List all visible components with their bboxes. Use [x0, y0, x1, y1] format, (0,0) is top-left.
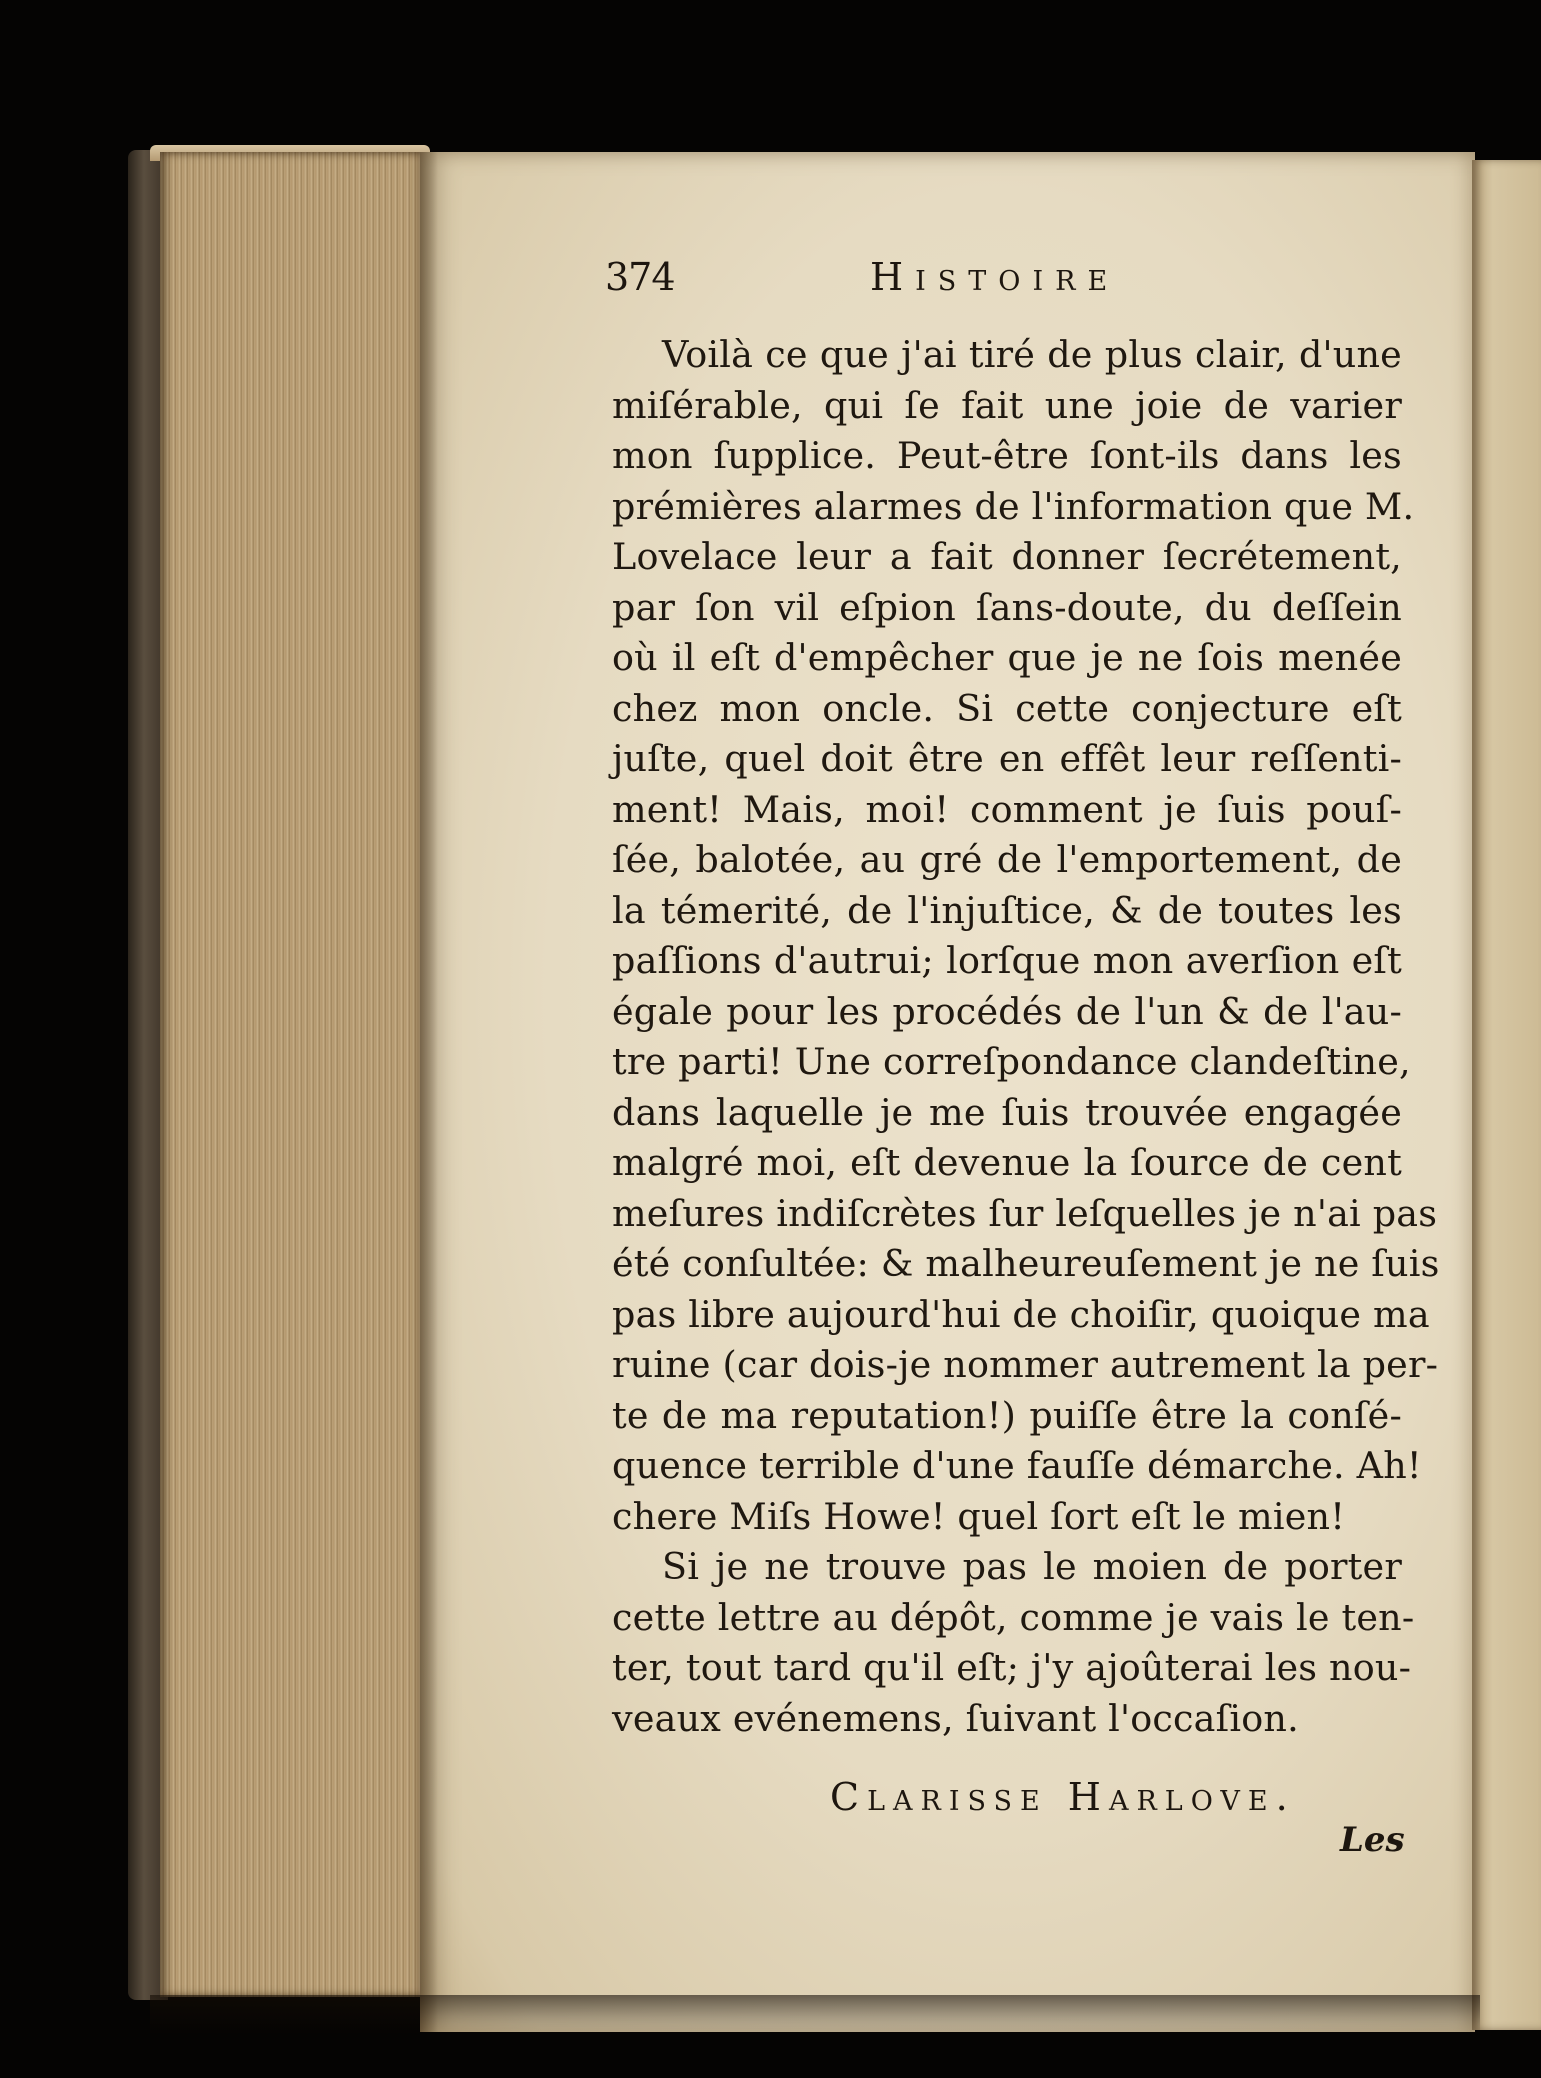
text-line: Si je ne trouve pas le moien de porter	[662, 1545, 1402, 1588]
text-line: ment! Mais, moi! comment je ſuis pouſ-	[612, 787, 1402, 831]
text-line: veaux evénemens, ſuivant l'occaſion.	[612, 1696, 1299, 1740]
text-line: par ſon vil eſpion ſans-doute, du deſſein	[612, 585, 1402, 629]
text-line: dans laquelle je me ſuis trouvée engagée	[612, 1090, 1402, 1134]
text-line: juſte, quel doit être en effêt leur reſſenti-	[612, 737, 1402, 780]
gutter-shadow	[420, 152, 438, 2032]
running-head	[605, 255, 1405, 305]
text-line: prémières alarmes de l'information que M.	[612, 484, 1415, 528]
text-line: cette lettre au dépôt, comme je vais le ten-	[612, 1595, 1415, 1639]
facing-page-edge	[1472, 160, 1541, 2030]
text-line: quence terrible d'une fauſſe démarche. Ah!	[612, 1444, 1422, 1487]
text-block	[612, 330, 1440, 1744]
bottom-shadow	[150, 1995, 1480, 2035]
text-line: égale pour les procédés de l'un & de l'au-	[612, 989, 1402, 1033]
text-line: Lovelace leur a fait donner ſecrétement,	[612, 535, 1402, 578]
text-line: malgré moi, eſt devenue la ſource de cent	[612, 1141, 1402, 1184]
text-line: où il eſt d'empêcher que je ne ſois menée	[612, 636, 1402, 679]
page-number: 374	[605, 255, 675, 299]
text-line: chez mon oncle. Si cette conjecture eſt	[612, 686, 1402, 730]
text-line: tre parti! Une correſpondance clandeſtine,	[612, 1040, 1411, 1083]
text-line: meſures indiſcrètes ſur leſquelles je n'ai pas	[612, 1191, 1438, 1235]
text-line: la témerité, de l'injuſtice, & de toutes les	[612, 888, 1402, 932]
text-line: ſée, balotée, au gré de l'emportement, de	[612, 838, 1402, 881]
text-line: miſérable, qui ſe fait une joie de varier	[612, 383, 1402, 427]
running-title: Histoire	[870, 255, 1120, 299]
signature: Clarisse Harlove.	[830, 1775, 1296, 1819]
text-line: mon ſupplice. Peut-être ſont-ils dans les	[612, 434, 1402, 477]
text-line: pas libre aujourd'hui de choiſir, quoique ma	[612, 1292, 1430, 1336]
catchword: Les	[1340, 1820, 1405, 1860]
text-line: chere Miſs Howe! quel ſort eſt le mien!	[612, 1494, 1346, 1538]
stacked-page-edges	[160, 152, 425, 1997]
text-line: paſſions d'autrui; lorſque mon averſion eſt	[612, 939, 1402, 982]
text-line: te de ma reputation!) puiſſe être la conſé-	[612, 1393, 1402, 1437]
text-line: ruine (car dois-je nommer autrement la per-	[612, 1343, 1439, 1386]
text-line: ter, tout tard qu'il eſt; j'y ajoûterai les nou-	[612, 1646, 1412, 1689]
text-line: été conſultée: & malheureuſement je ne ſuis	[612, 1242, 1440, 1285]
text-line: Voilà ce que j'ai tiré de plus clair, d'une	[662, 333, 1402, 376]
